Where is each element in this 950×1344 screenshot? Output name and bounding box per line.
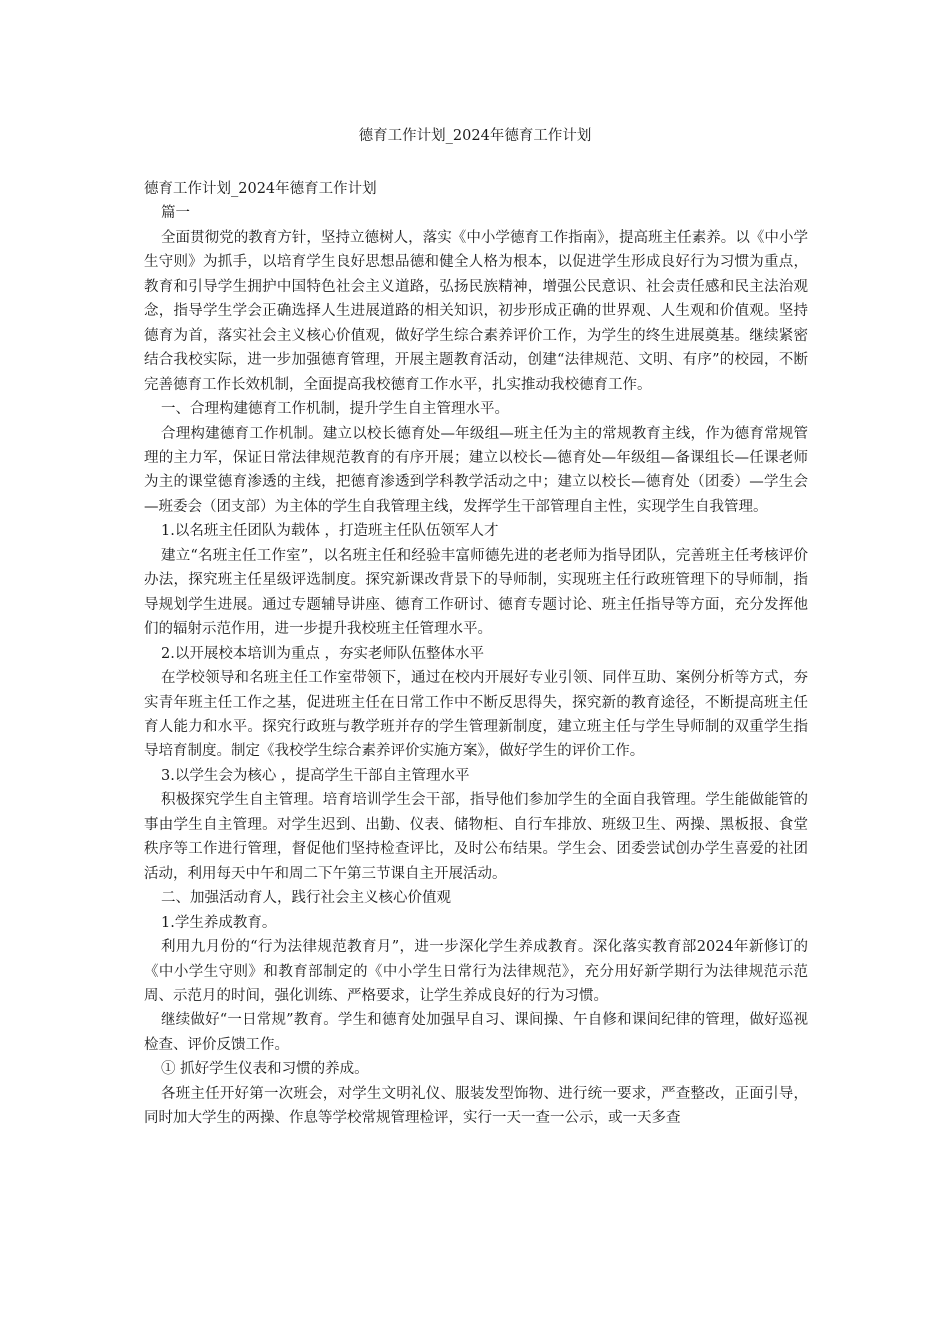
- list-item-heading: ① 抓好学生仪表和习惯的养成。: [161, 1061, 369, 1078]
- document-title: 德育工作计划_2024年德育工作计划: [358, 128, 592, 144]
- paragraph: 在学校领导和名班主任工作室带领下，通过在校内开展好专业引领、同伴互助、案例分析等方式，夯实青年班主任工作之基，促进班主任在日常工作中不断反思得失，探究新的教育途径，不断提高班主任育人能力和水平。探究行政班与教学班并存的学生管理新制度，建立班主任与学生导师制的双重学生指导培育制度。制定《我校学生综合素养评价实施方案》，做好学生的评价工作。: [144, 670, 808, 760]
- document-header: 德育工作计划_2024年德育工作计划: [144, 181, 377, 197]
- section-label: 篇一: [161, 205, 190, 222]
- paragraph: 建立“名班主任工作室”，以名班主任和经验丰富师德先进的老老师为指导团队，完善班主任考核评价办法，探究班主任星级评选制度。探究新课改背景下的导师制，实现班主任行政班管理下的导师制，指导规划学生进展。通过专题辅导讲座、德育工作研讨、德育专题讨论、班主任指导等方面，充分发挥他们的辐射示范作用，进一步提升我校班主任管理水平。: [144, 547, 808, 638]
- paragraph: 合理构建德育工作机制。建立以校长德育处—年级组—班主任为主的常规教育主线，作为德育常规管理的主力军，保证日常法律规范教育的有序开展；建立以校长—德育处—年级组—备课组长—任课老师为主的课堂德育渗透的主线，把德育渗透到学科教学活动之中；建立以校长—德育处（团委）—学生会—班委会（团支部）为主体的学生自我管理主线，发挥学生干部管理自主性，实现学生自我管理。: [144, 425, 808, 515]
- subsection-heading: 1.学生养成教育。: [161, 914, 277, 931]
- subsection-heading: 2.以开展校本培训为重点 ，夯实老师队伍整体水平: [161, 645, 484, 662]
- paragraph: 全面贯彻党的教育方针，坚持立德树人，落实《中小学德育工作指南》，提高班主任素养。以《中小学生守则》为抓手，以培育学生良好思想品德和健全人格为根本，以促进学生形成良好行为习惯为重点，教育和引导学生拥护中国特色社会主义道路，弘扬民族精神，增强公民意识、社会责任感和民主法治观念，指导学生学会正确选择人生进展道路的相关知识，初步形成正确的世界观、人生观和价值观。坚持德育为首，落实社会主义核心价值观，做好学生综合素养评价工作，为学生的终生进展奠基。继续紧密结合我校实际，进一步加强德育管理，开展主题教育活动，创建“法律规范、文明、有序”的校园，不断完善德育工作长效机制，全面提高我校德育工作水平，扎实推动我校德育工作。: [144, 229, 808, 393]
- paragraph: 利用九月份的“行为法律规范教育月”，进一步深化学生养成教育。深化落实教育部2024年新修订的《中小学生守则》和教育部制定的《中小学生日常行为法律规范》，充分用好新学期行为法律规范示范周、示范月的时间，强化训练、严格要求，让学生养成良好的行为习惯。: [144, 939, 808, 1004]
- section-heading: 二、加强活动育人，践行社会主义核心价值观: [161, 890, 451, 907]
- paragraph: 各班主任开好第一次班会，对学生文明礼仪、服装发型饰物、进行统一要求，严查整改，正面引导，同时加大学生的两操、作息等学校常规管理检评，实行一天一查一公示，或一天多查: [144, 1085, 808, 1127]
- subsection-heading: 1.以名班主任团队为载体 ，打造班主任队伍领军人才: [161, 523, 499, 540]
- paragraph: 积极探究学生自主管理。培育培训学生会干部，指导他们参加学生的全面自我管理。学生能做能管的事由学生自主管理。对学生迟到、出勤、仪表、储物柜、自行车排放、班级卫生、两操、黑板报、食堂秩序等工作进行管理，督促他们坚持检查评比，及时公布结果。学生会、团委尝试创办学生喜爱的社团活动，利用每天中午和周二下午第三节课自主开展活动。: [144, 792, 808, 882]
- section-heading: 一、合理构建德育工作机制，提升学生自主管理水平。: [161, 401, 509, 418]
- paragraph: 继续做好“一日常规”教育。学生和德育处加强早自习、课间操、午自修和课间纪律的管理，做好巡视检查、评价反馈工作。: [144, 1012, 808, 1053]
- document-body: [144, 177, 808, 1131]
- subsection-heading: 3.以学生会为核心 ，提高学生干部自主管理水平: [161, 767, 470, 784]
